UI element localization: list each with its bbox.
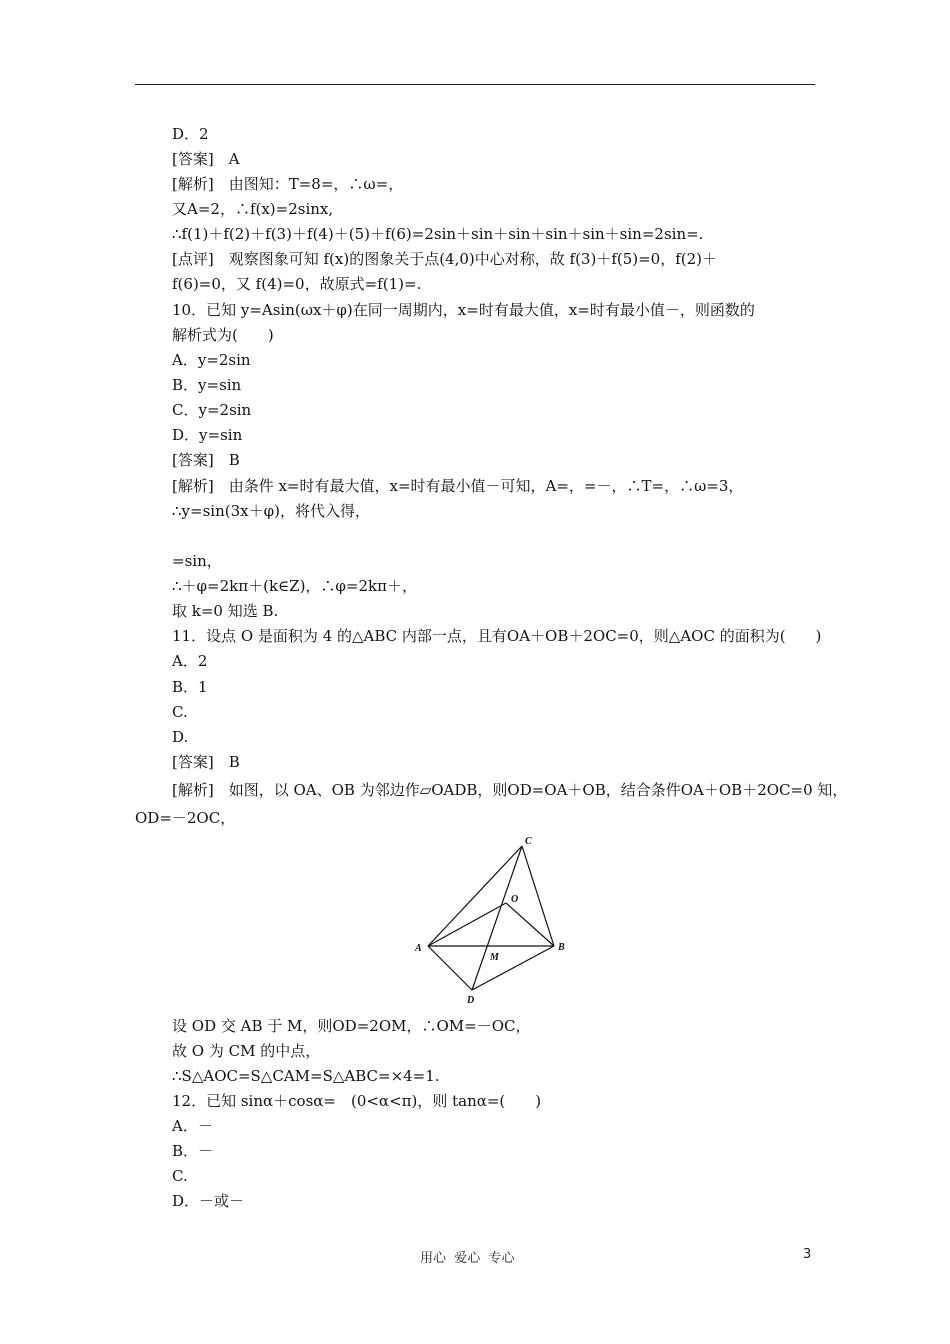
label-b: B	[558, 942, 565, 953]
analysis-9-line3: ∴f(1)＋f(2)＋f(3)＋f(4)＋(5)＋f(6)=2sin＋sin＋sin＋sin＋sin＋sin=2sin=.	[172, 225, 704, 243]
option-11-a: A．2	[172, 652, 208, 670]
segment-ad	[428, 946, 472, 990]
option-12-d: D．－或－	[172, 1192, 245, 1210]
comment-9-line1: [点评] 观察图象可知 f(x)的图象关于点(4,0)中心对称，故 f(3)＋f(5)=0，f(2)＋	[172, 250, 718, 268]
label-c: C	[525, 836, 532, 847]
page-number: 3	[803, 1247, 812, 1262]
analysis-11-line4: 故 O 为 CM 的中点，	[172, 1042, 321, 1060]
answer-10: [答案] B	[172, 451, 240, 469]
analysis-11-line5: ∴S△AOC=S△CAM=S△ABC=×4=1.	[172, 1067, 440, 1085]
option-12-b: B．－	[172, 1142, 214, 1160]
question-11: 11．设点 O 是面积为 4 的△ABC 内部一点，且有OA＋OB＋2OC=0，则△AOC 的面积为( )	[172, 627, 822, 645]
label-o: O	[511, 894, 519, 905]
question-10-line2: 解析式为( )	[172, 326, 274, 344]
segment-db	[472, 946, 554, 990]
option-d-prev: D．2	[172, 125, 209, 143]
option-10-c: C．y=2sin	[172, 401, 252, 419]
analysis-11-line2: OD=－2OC，	[135, 809, 236, 827]
footer-motto: 用心 爱心 专心	[420, 1251, 515, 1266]
label-a: A	[415, 943, 422, 954]
analysis-11-line1: [解析] 如图，以 OA、OB 为邻边作▱OADB，则OD=OA＋OB，结合条件OA＋OB＋2OC=0 知，	[172, 781, 848, 799]
label-d: D	[467, 995, 475, 1006]
geometry-figure	[400, 830, 580, 1010]
analysis-11-line3: 设 OD 交 AB 于 M，则OD=2OM，∴OM=－OC，	[172, 1017, 531, 1035]
question-12: 12．已知 sinα＋cosα= (0<α<π)，则 tanα=( )	[172, 1092, 542, 1110]
answer-9: [答案] A	[172, 150, 240, 168]
option-12-c: C.	[172, 1167, 188, 1185]
analysis-10-line4: ∴＋φ=2kπ＋(k∈Z)，∴φ=2kπ＋，	[172, 577, 417, 595]
analysis-10-line2: ∴y=sin(3x＋φ)，将代入得，	[172, 502, 370, 520]
question-10-line1: 10．已知 y=Asin(ωx＋φ)在同一周期内，x=时有最大值，x=时有最小值－，则函数的	[172, 301, 755, 319]
option-11-c: C.	[172, 703, 188, 721]
header-rule	[135, 84, 815, 85]
label-m: M	[490, 952, 499, 963]
option-10-b: B．y=sin	[172, 376, 242, 394]
option-10-a: A．y=2sin	[172, 351, 251, 369]
option-11-d: D.	[172, 728, 189, 746]
comment-9-line2: f(6)=0，又 f(4)=0，故原式=f(1)=.	[172, 275, 422, 293]
figure-lines	[428, 846, 554, 990]
answer-11: [答案] B	[172, 753, 240, 771]
analysis-9-line2: 又A=2，∴f(x)=2sinx,	[172, 200, 334, 218]
option-11-b: B．1	[172, 678, 208, 696]
option-10-d: D．y=sin	[172, 426, 243, 444]
analysis-10-line1: [解析] 由条件 x=时有最大值，x=时有最小值－可知，A=，=－，∴T=，∴ω=3，	[172, 477, 744, 495]
analysis-9-line1: [解析] 由图知：T=8=，∴ω=，	[172, 175, 404, 193]
analysis-10-line3: =sin，	[172, 552, 222, 570]
analysis-10-line5: 取 k=0 知选 B.	[172, 602, 279, 620]
option-12-a: A．－	[172, 1117, 213, 1135]
segment-ac	[428, 846, 522, 946]
